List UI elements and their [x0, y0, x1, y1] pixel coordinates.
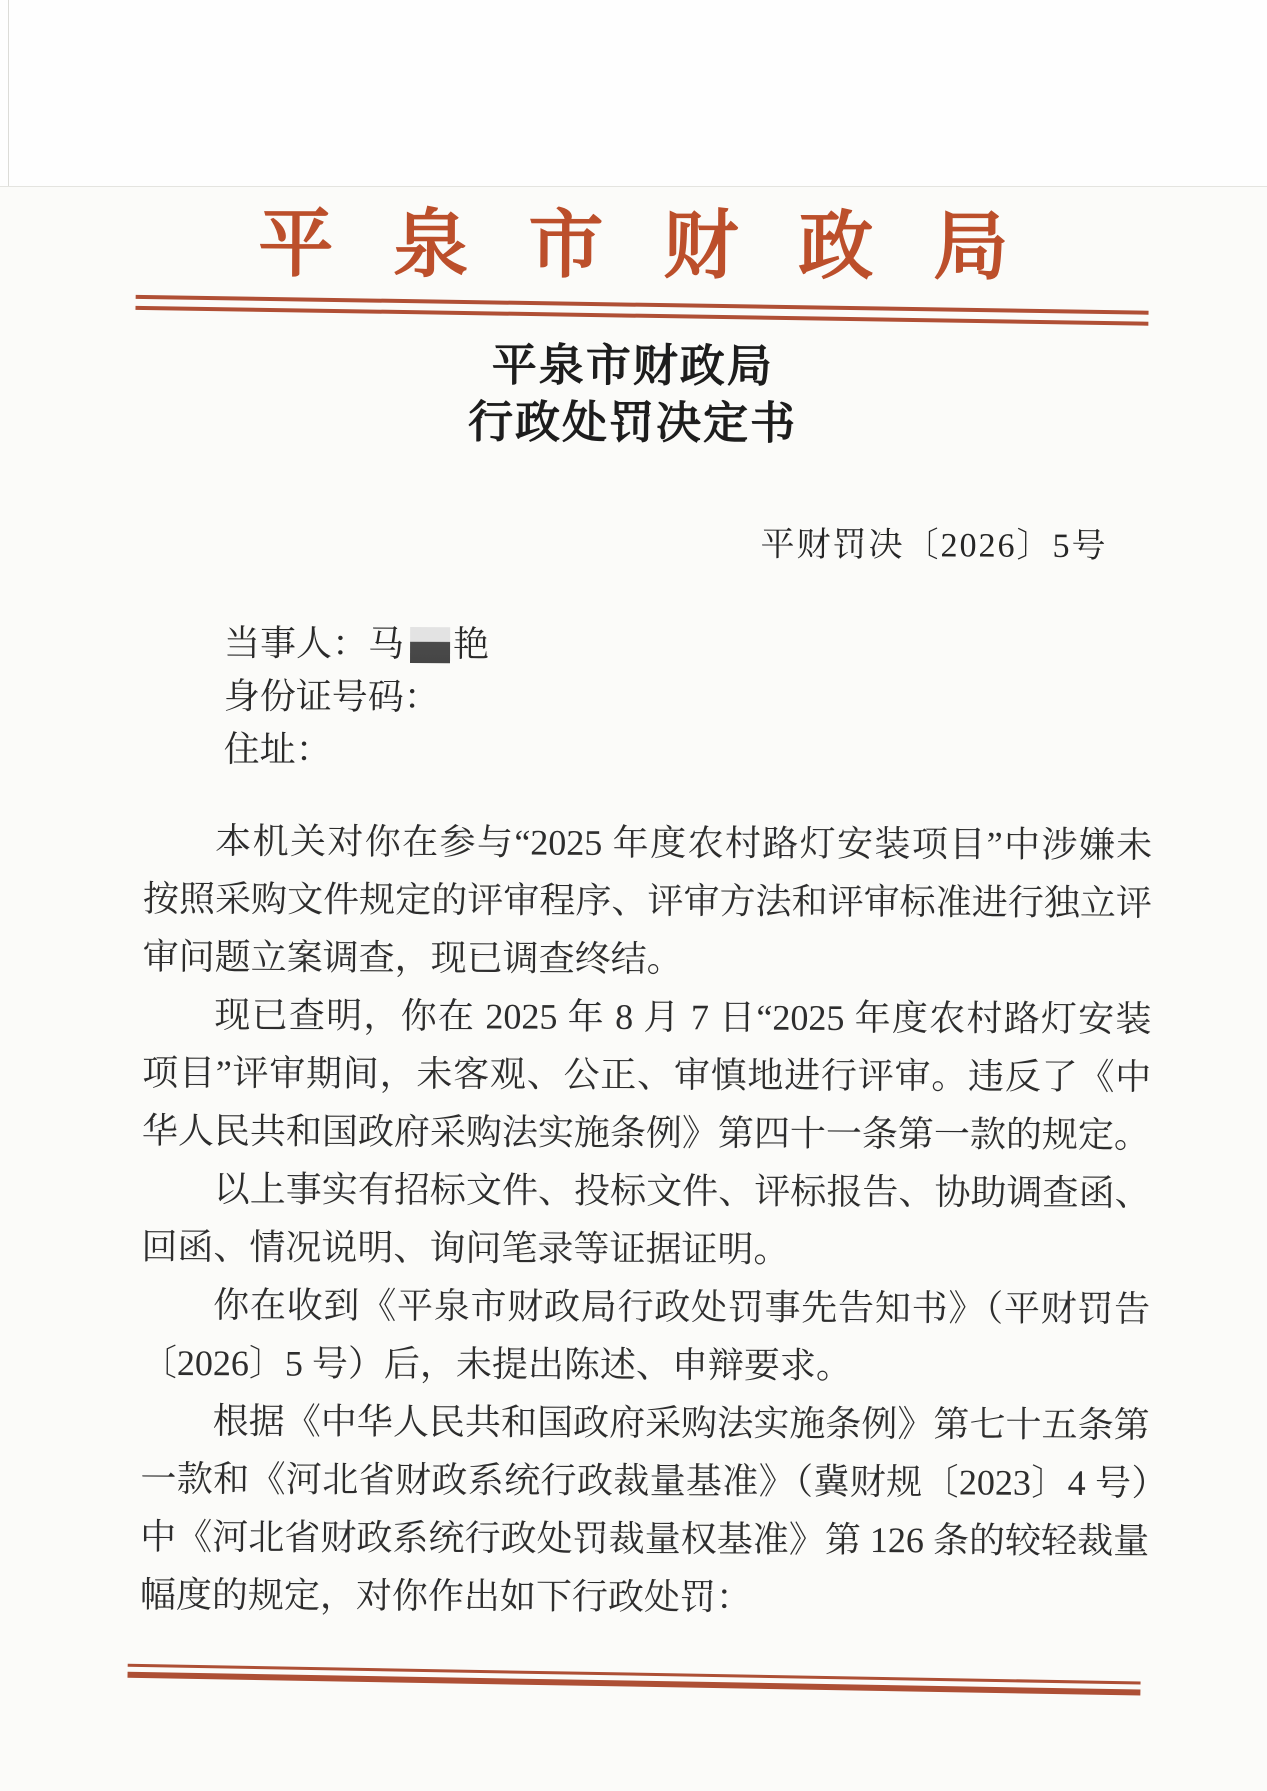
scan-edge-line	[8, 0, 9, 186]
party-name-prefix: 马	[368, 623, 405, 665]
body-paragraph: 根据《中华人民共和国政府采购法实施条例》第七十五条第一款和《河北省财政系统行政裁量基准》（冀财规〔2023〕4 号）中《河北省财政系统行政处罚裁量权基准》第 126 条的较轻裁量幅度的规定，对你作出如下行政处罚：	[139, 1401, 1150, 1618]
doc-number: 平财罚决〔2026〕5号	[760, 526, 1108, 566]
footer-divider-rule	[127, 1664, 1140, 1696]
document-sheet	[0, 204, 1267, 1683]
body-paragraph: 现已查明，你在 2025 年 8 月 7 日“2025 年度农村路灯安装项目”评审期间，未客观、公正、审慎地进行评审。违反了《中华人民共和国政府采购法实施条例》第四十一条第一款的规定。	[141, 995, 1152, 1156]
body-paragraph: 以上事实有招标文件、投标文件、评标报告、协助调查函、回函、情况说明、询问笔录等证据证明。	[141, 1169, 1151, 1270]
scan-top-strip	[0, 0, 1267, 187]
party-block	[224, 617, 1266, 781]
document-title	[0, 335, 1266, 455]
party-name-line	[224, 617, 1265, 675]
party-name-suffix: 艳	[453, 624, 490, 665]
doc-title-line-2: 行政处罚决定书	[467, 397, 798, 449]
redaction-box	[410, 627, 450, 663]
party-address-label: 住址：	[223, 729, 332, 770]
doc-title-line-1: 平泉市财政局	[491, 340, 774, 392]
agency-letterhead-title: 平泉市财政局	[258, 203, 1069, 290]
body-paragraph: 你在收到《平泉市财政局行政处罚事先告知书》（平财罚告〔2026〕5 号）后，未提出陈述、申辩要求。	[140, 1285, 1151, 1386]
party-id-line	[224, 670, 1265, 728]
body-paragraph: 本机关对你在参与“2025 年度农村路灯安装项目”中涉嫌未按照采购文件规定的评审程序、评审方法和评审标准进行独立评审问题立案调查，现已调查终结。	[142, 821, 1153, 980]
document-body	[140, 812, 1153, 1628]
party-id-label: 身份证号码：	[223, 676, 440, 718]
party-name-label: 当事人：	[224, 623, 369, 664]
header-divider-rule	[135, 295, 1148, 326]
party-address-line	[224, 723, 1265, 781]
